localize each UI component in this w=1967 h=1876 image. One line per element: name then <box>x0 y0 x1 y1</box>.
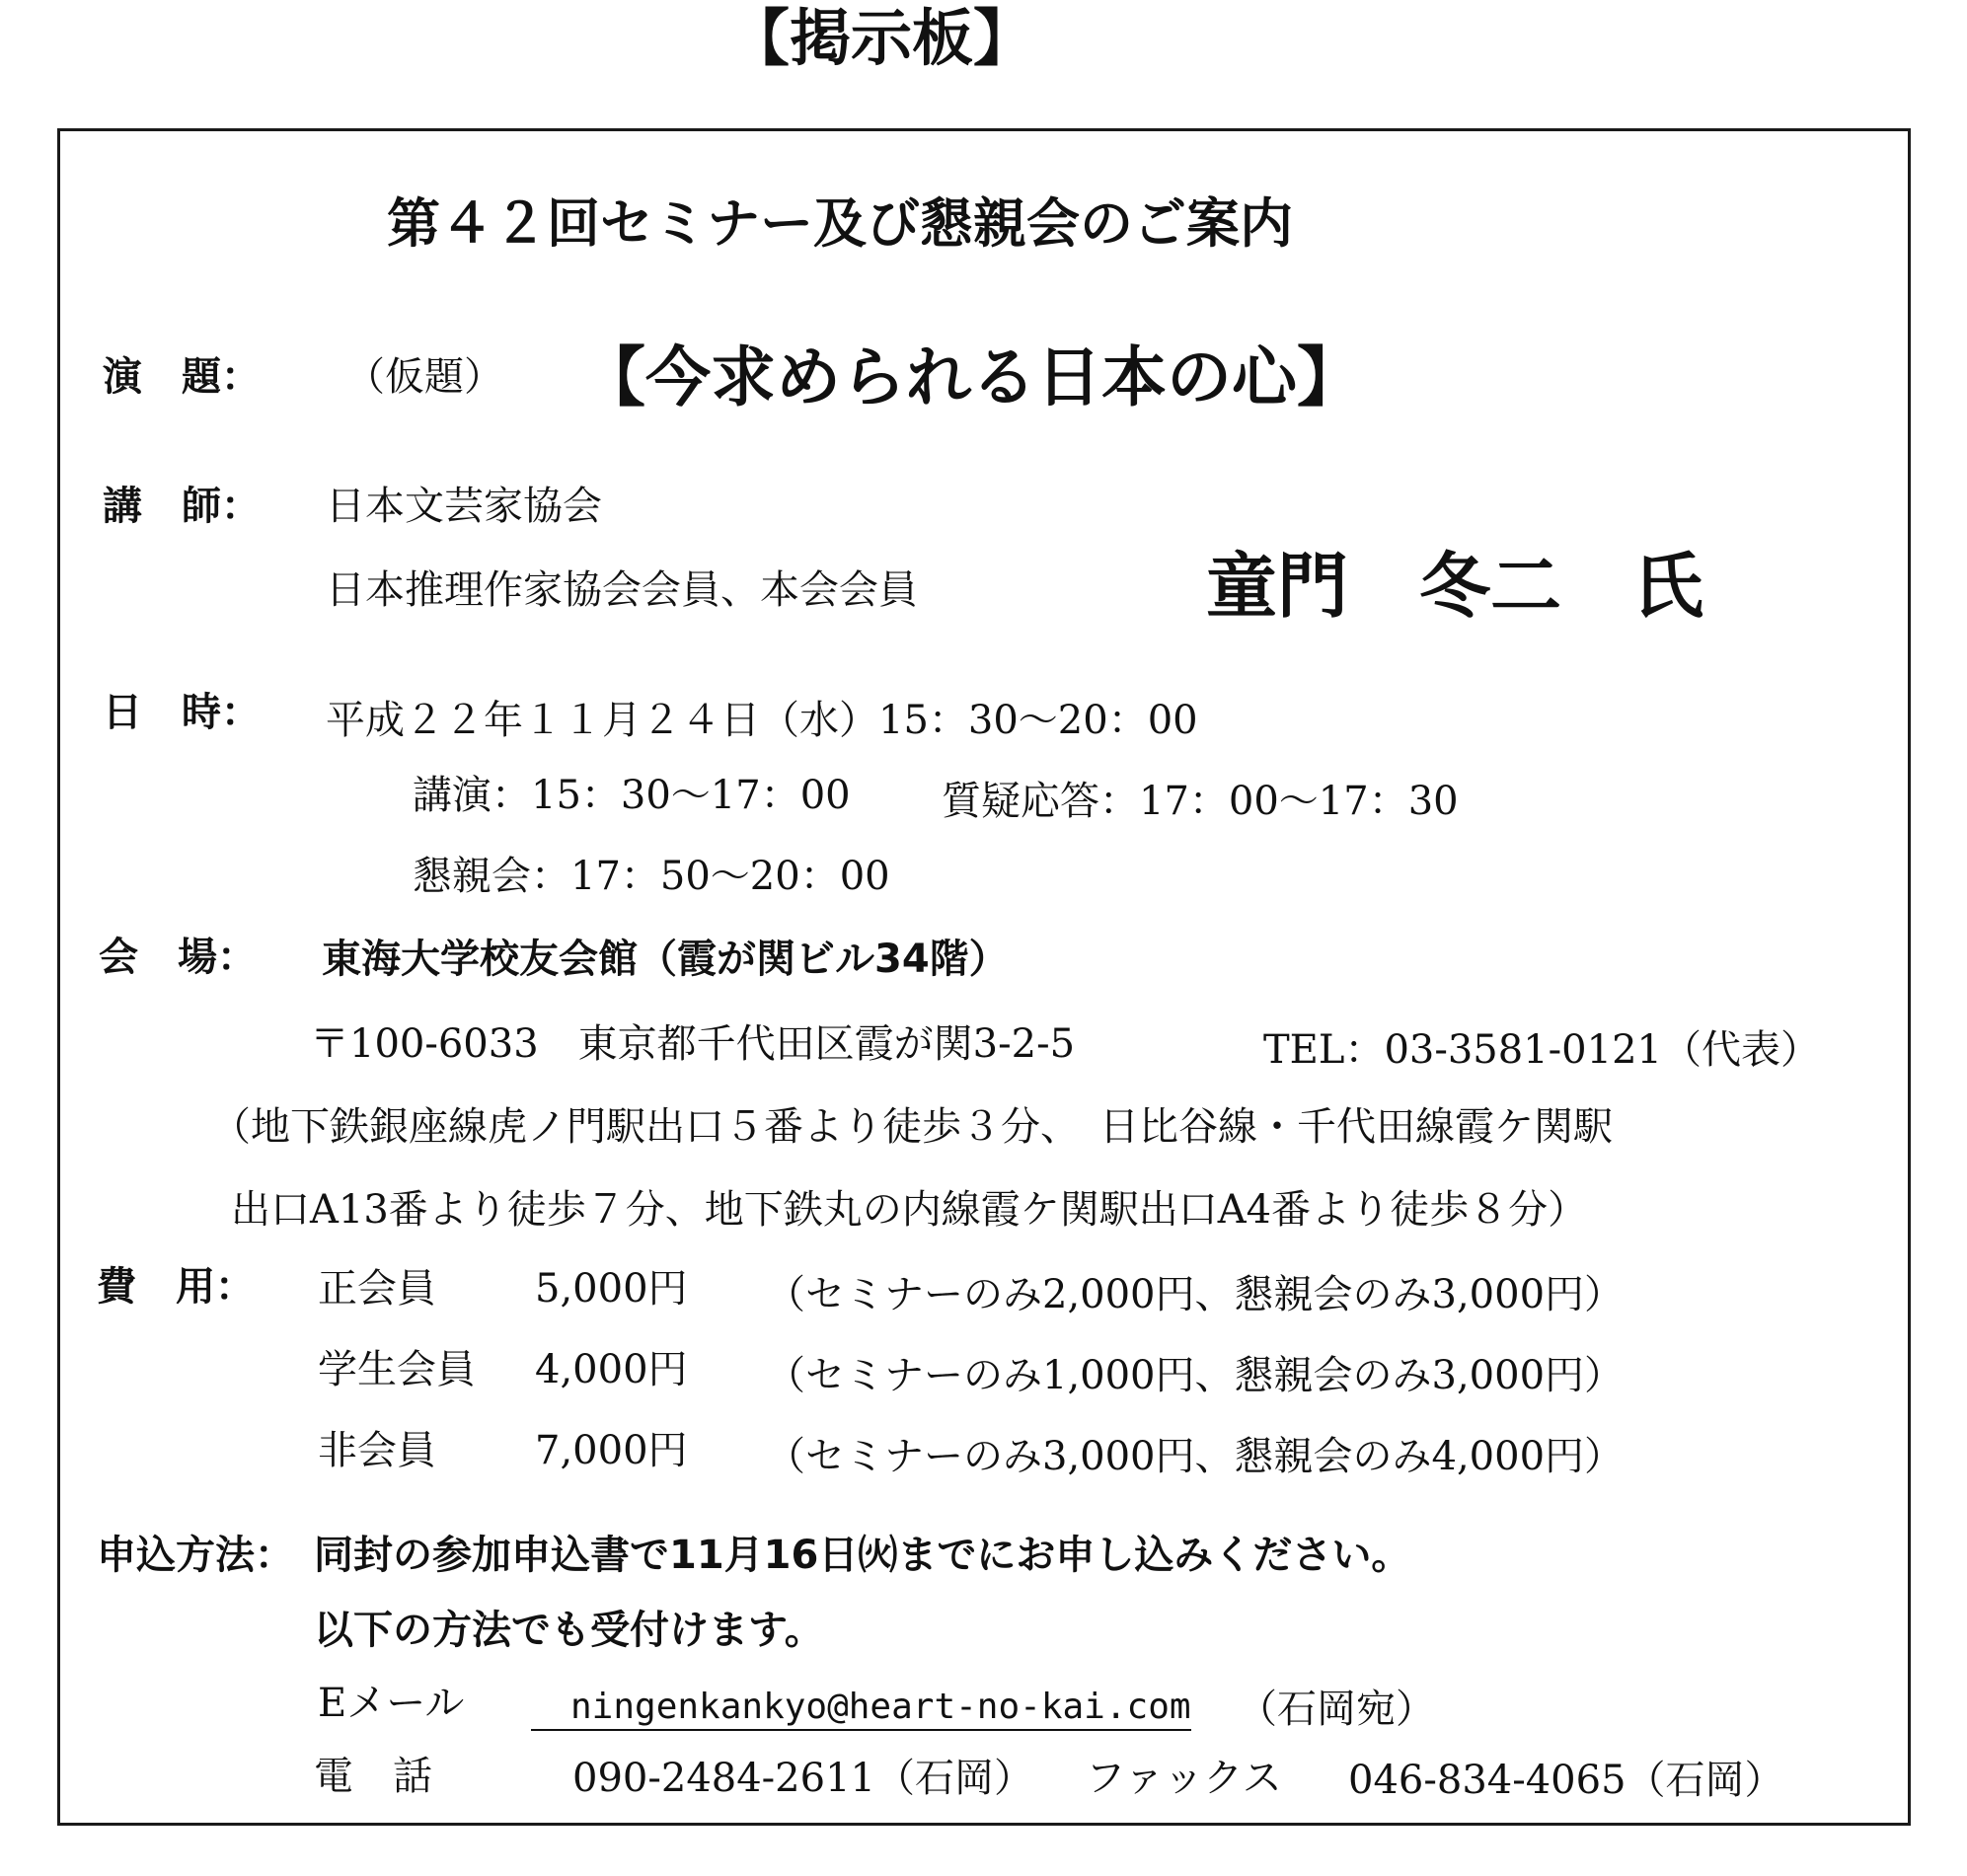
fax-number: 046-834-4065（石岡） <box>1348 1758 1784 1803</box>
topic-label: 演 題： <box>103 354 261 400</box>
email-link[interactable]: ningenkankyo@heart-no-kai.com <box>531 1689 1191 1731</box>
venue-access-2: 出口A13番より徒歩７分、地下鉄丸の内線霞ケ関駅出口A4番より徒歩８分） <box>231 1187 1588 1233</box>
fee-amount: 5,000円 <box>535 1266 688 1312</box>
lecturer-affiliation-1: 日本文芸家協会 <box>326 484 602 529</box>
email-recipient: （石岡宛） <box>1238 1687 1435 1732</box>
application-line-2: 以下の方法でも受付けます。 <box>314 1608 824 1653</box>
lecturer-label: 講 師： <box>103 484 261 529</box>
lecturer-name: 童門 冬二 氏 <box>1206 545 1704 628</box>
fee-detail: （セミナーのみ1,000円、懇親会のみ3,000円） <box>766 1353 1625 1398</box>
venue-address: 〒100-6033 東京都千代田区霞が関3-2-5 <box>310 1021 1076 1067</box>
lecturer-affiliation-2: 日本推理作家協会会員、本会会員 <box>326 567 918 613</box>
datetime-main: 平成２２年１１月２４日（水）15：30〜20：00 <box>326 698 1198 743</box>
email-label: Eメール <box>318 1681 465 1726</box>
fax-label: ファックス <box>1086 1756 1282 1801</box>
fee-type: 学生会員 <box>318 1347 476 1392</box>
fee-detail: （セミナーのみ3,000円、懇親会のみ4,000円） <box>766 1434 1625 1479</box>
phone-number: 090-2484-2611（石岡） <box>572 1756 1033 1801</box>
venue-access-1: （地下鉄銀座線虎ノ門駅出口５番より徒歩３分、 日比谷線・千代田線霞ケ関駅 <box>211 1104 1613 1150</box>
fee-detail: （セミナーのみ2,000円、懇親会のみ3,000円） <box>766 1272 1625 1317</box>
fee-type: 非会員 <box>318 1428 436 1473</box>
topic-title: 【今求められる日本の心】 <box>580 339 1362 415</box>
phone-label: 電 話 <box>314 1754 432 1799</box>
topic-tentative: （仮題） <box>345 354 503 400</box>
notice-title: 第４２回セミナー及び懇親会のご案内 <box>387 192 1293 255</box>
fees-label: 費 用： <box>97 1264 255 1310</box>
fee-amount: 7,000円 <box>535 1428 688 1473</box>
datetime-lecture: 講演：15：30〜17：00 <box>413 773 851 818</box>
application-line-1: 同封の参加申込書で11月16日㈫までにお申し込みください。 <box>314 1533 1411 1578</box>
datetime-qa: 質疑応答：17：00〜17：30 <box>942 779 1459 824</box>
venue-name: 東海大学校友会館（霞が関ビル34階） <box>322 937 1009 982</box>
datetime-party: 懇親会：17：50〜20：00 <box>413 854 890 899</box>
venue-tel: TEL：03-3581-0121（代表） <box>1263 1027 1820 1073</box>
application-label: 申込方法： <box>97 1533 294 1578</box>
venue-label: 会 場： <box>99 935 257 980</box>
fee-type: 正会員 <box>318 1266 436 1312</box>
datetime-label: 日 時： <box>103 690 261 735</box>
fee-amount: 4,000円 <box>535 1347 688 1392</box>
board-title: 【掲示板】 <box>728 2 1035 74</box>
